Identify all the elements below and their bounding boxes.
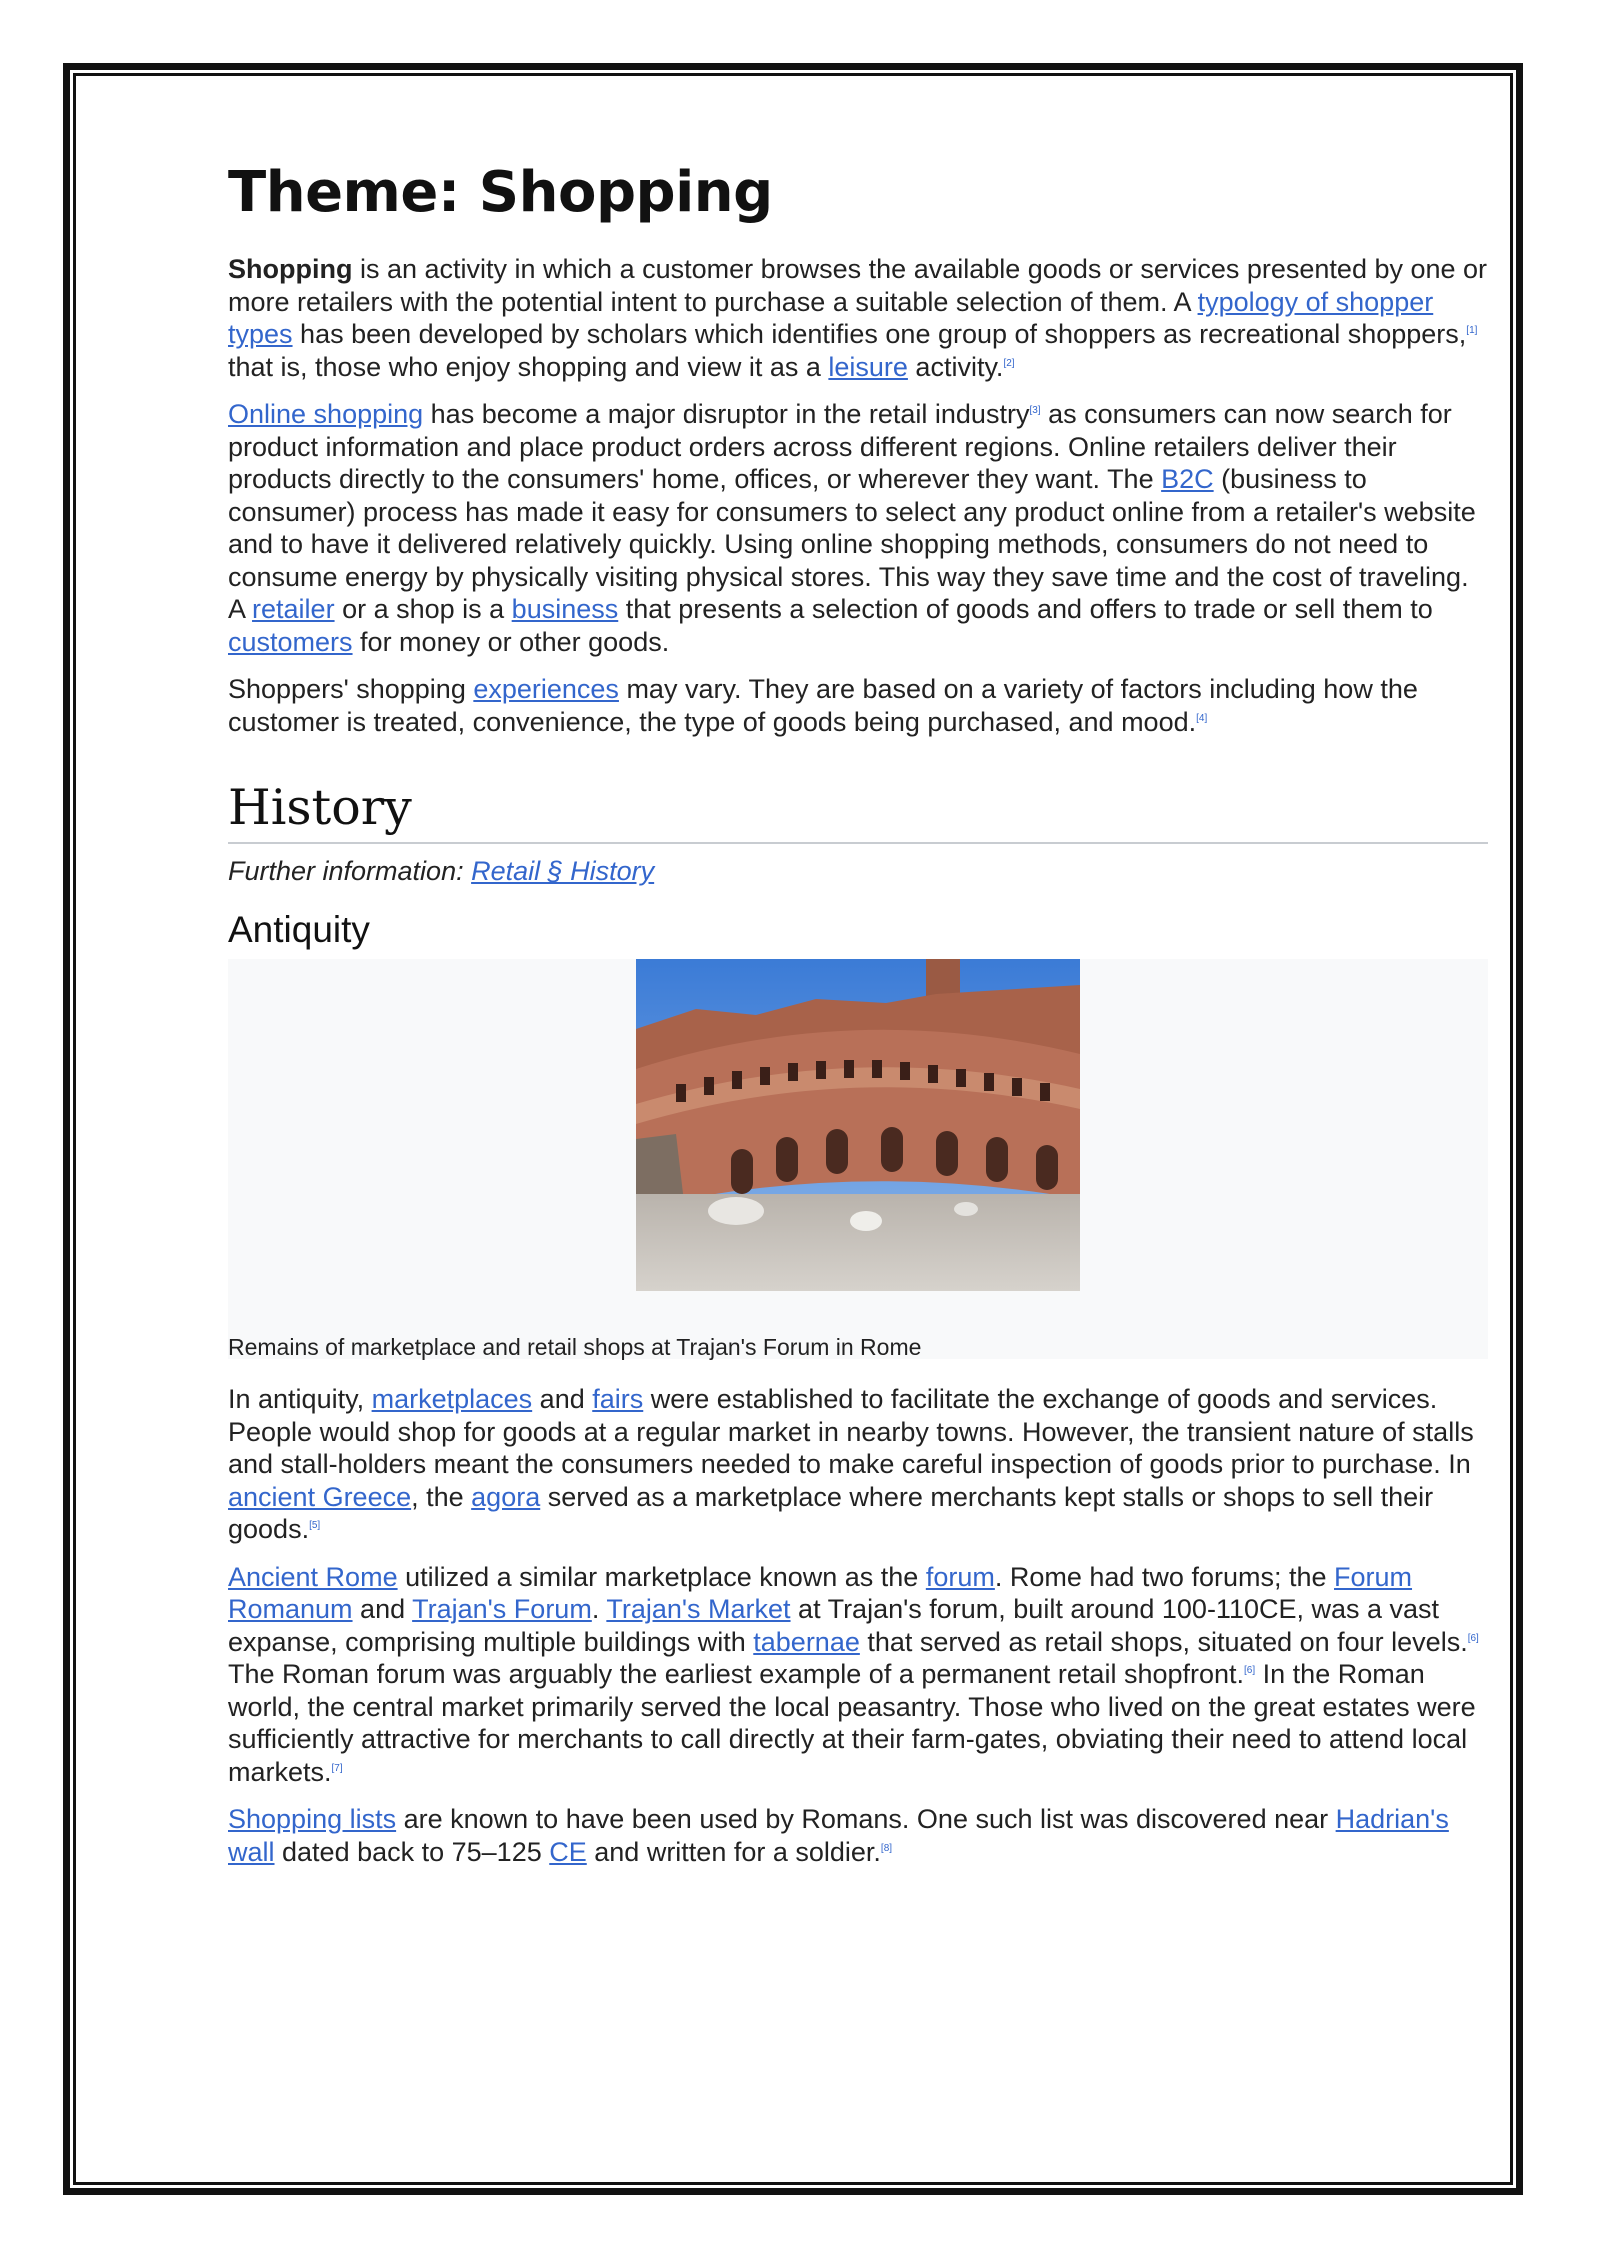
text: In the Roman world, the central market primarily served the local peasantry. Those who lived on the great estates were sufficiently attractive for merchants to call directly at their farm-gates, obviating their need to attend local markets. <box>228 1659 1476 1787</box>
text: and <box>532 1384 593 1414</box>
text: for money or other goods. <box>352 626 670 657</box>
link-hadrians-wall[interactable]: Hadrian's wall <box>228 1804 1449 1867</box>
trajans-forum-photo[interactable] <box>636 959 1080 1291</box>
text: Shoppers' shopping <box>228 674 474 704</box>
reference-4[interactable]: [4] <box>1196 712 1208 724</box>
link-retail-history[interactable]: Retail § History <box>471 856 655 886</box>
link-fairs[interactable]: fairs <box>592 1384 644 1414</box>
reference-1[interactable]: [1] <box>1466 325 1478 336</box>
link-ancient-greece[interactable]: ancient Greece <box>228 1481 412 1512</box>
reference-3[interactable]: [3] <box>1029 405 1041 416</box>
text: are known to have been used by Romans. One such list was discovered near <box>396 1804 1336 1834</box>
reference-7[interactable]: [7] <box>331 1762 343 1774</box>
intro-paragraph-2 <box>228 398 1488 658</box>
text: has become a major disruptor in the retail industry <box>423 399 1030 429</box>
figure <box>228 959 1488 1359</box>
text: as consumers can now search for product information and place product orders across different regions. Online retailers deliver their products directly to the consumers' home, offices, or wherever they want. The <box>228 399 1452 494</box>
text: dated back to 75–125 <box>274 1836 550 1867</box>
subsection-heading-antiquity: Antiquity <box>228 909 370 950</box>
link-forum-romanum[interactable]: Forum Romanum <box>228 1561 1413 1624</box>
figure-caption: Remains of marketplace and retail shops at Trajan's Forum in Rome <box>228 1334 922 1360</box>
text: is an activity in which a customer browses the available goods or services presented by one or more retailers with the potential intent to purchase a suitable selection of them. A <box>228 254 1488 317</box>
link-retailer[interactable]: retailer <box>252 594 335 624</box>
history-paragraph-1 <box>228 1383 1488 1546</box>
reference-2[interactable]: [2] <box>1003 357 1015 369</box>
further-information <box>228 856 1488 887</box>
intro-paragraph-3 <box>228 673 1488 738</box>
link-experiences[interactable]: experiences <box>473 674 619 704</box>
text: that presents a selection of goods and offers to trade or sell them to <box>618 594 1433 624</box>
text: has been developed by scholars which identifies one group of shoppers as recreational shoppers, <box>292 319 1467 349</box>
text: In antiquity, <box>228 1384 372 1414</box>
link-tabernae[interactable]: tabernae <box>753 1626 860 1657</box>
reference-8[interactable]: [8] <box>880 1842 893 1854</box>
link-typology[interactable]: typology of shopper types <box>228 286 1434 349</box>
link-online-shopping[interactable]: Online shopping <box>228 399 424 429</box>
history-paragraph-3 <box>228 1803 1488 1868</box>
section-heading-history: History <box>228 776 1488 844</box>
further-label: Further information: <box>228 856 472 886</box>
link-trajans-market[interactable]: Trajan's Market <box>606 1594 791 1624</box>
text: may vary. They are based on a variety of factors including how the customer is treated, convenience, the type of goods being purchased, and mood. <box>228 674 1418 737</box>
text: that served as retail shops, situated on four levels. <box>859 1626 1468 1657</box>
reference-6b[interactable]: [6] <box>1244 1665 1256 1676</box>
text: activity. <box>907 351 1004 382</box>
text: at Trajan's forum, built around 100-110CE, was a vast expanse, comprising multiple buildings with <box>228 1594 1440 1657</box>
text: or a shop is a <box>334 594 512 624</box>
text: served as a marketplace where merchants kept stalls or shops to sell their goods. <box>228 1481 1434 1544</box>
link-leisure[interactable]: leisure <box>828 351 908 382</box>
text: and <box>352 1594 413 1624</box>
document-content <box>228 150 1488 1883</box>
text: . Rome had two forums; the <box>994 1561 1335 1592</box>
link-ce[interactable]: CE <box>549 1836 587 1867</box>
text: and written for a soldier. <box>586 1836 881 1867</box>
page-title: Theme: Shopping <box>228 160 773 225</box>
link-agora[interactable]: agora <box>471 1481 541 1512</box>
reference-5[interactable]: [5] <box>309 1520 321 1531</box>
link-b2c[interactable]: B2C <box>1161 464 1214 494</box>
text: were established to facilitate the exchange of goods and services. People would shop for goods at a regular market in nearby towns. However, the transient nature of stalls and stall-holders meant the consumers needed to make careful inspection of goods prior to purchase. In <box>228 1384 1474 1479</box>
text: (business to consumer) process has made it easy for consumers to select any product online from a retailer's website and to have it delivered relatively quickly. Using online shopping methods, consumers do not need to consume energy by physically visiting physical stores. This way they save time and the cost of traveling. A <box>228 464 1476 624</box>
link-business[interactable]: business <box>511 594 619 624</box>
text: , the <box>411 1481 472 1512</box>
history-paragraph-2 <box>228 1561 1488 1789</box>
link-shopping-lists[interactable]: Shopping lists <box>228 1804 397 1834</box>
text: utilized a similar marketplace known as the <box>397 1561 926 1592</box>
link-marketplaces[interactable]: marketplaces <box>371 1384 533 1414</box>
bold-term: Shopping <box>228 254 353 284</box>
link-forum[interactable]: forum <box>925 1561 995 1592</box>
text: that is, those who enjoy shopping and view it as a <box>228 351 829 382</box>
link-customers[interactable]: customers <box>228 626 353 657</box>
link-trajans-forum[interactable]: Trajan's Forum <box>412 1594 592 1624</box>
reference-6[interactable]: [6] <box>1467 1632 1479 1644</box>
intro-paragraph-1 <box>228 253 1488 383</box>
text: The Roman forum was arguably the earliest example of a permanent retail shopfront. <box>228 1659 1245 1689</box>
link-ancient-rome[interactable]: Ancient Rome <box>228 1561 398 1592</box>
text: . <box>591 1594 607 1624</box>
